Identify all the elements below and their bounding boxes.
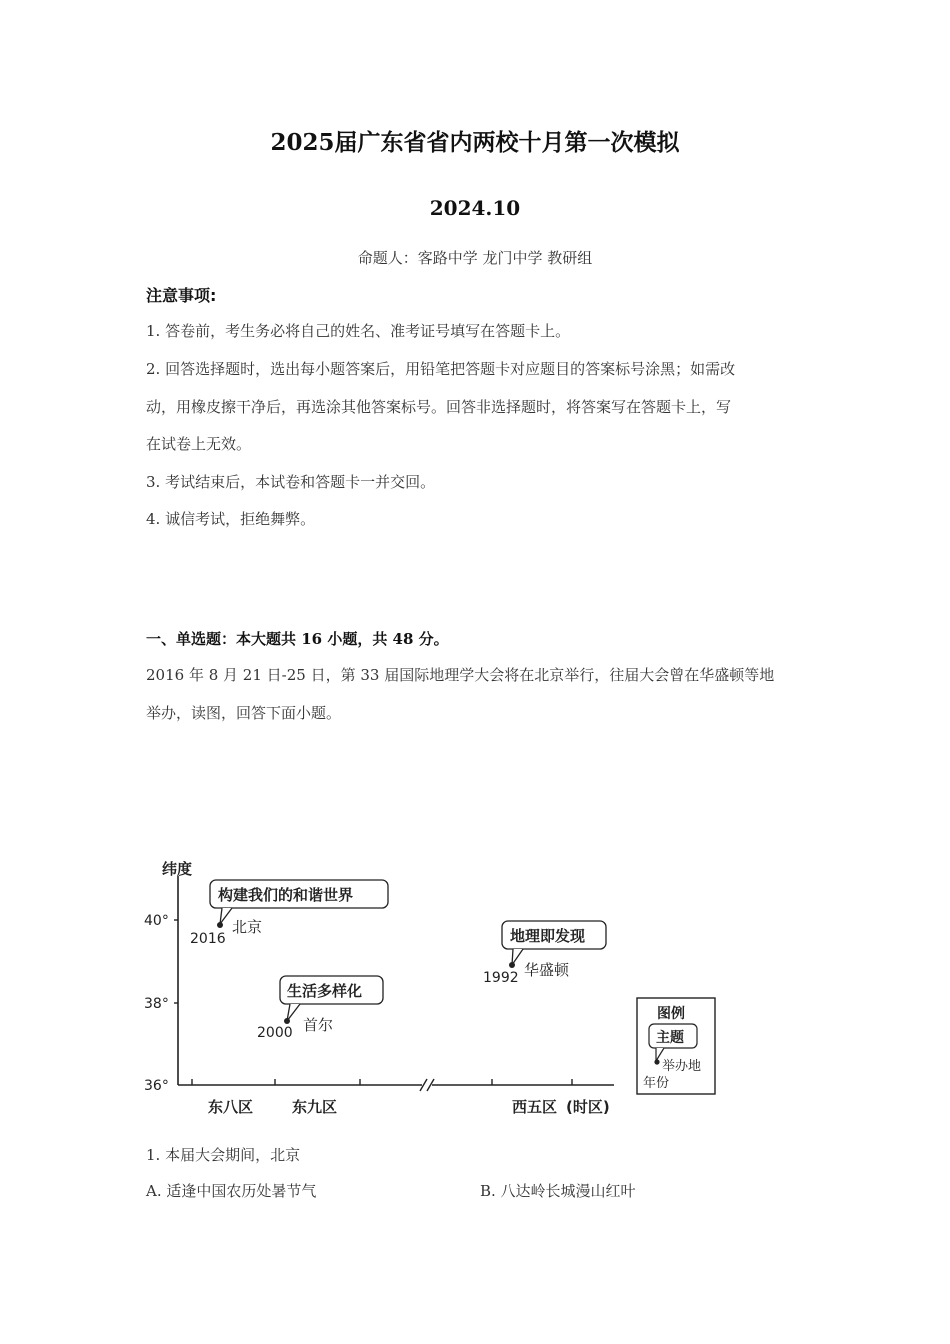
x-category-label: 东九区 [292, 1098, 338, 1116]
theme-label: 生活多样化 [287, 982, 363, 1000]
legend-point [654, 1059, 659, 1064]
notice-title: 注意事项: [146, 286, 217, 305]
notice-item: 在试卷上无效。 [146, 435, 252, 453]
legend-theme: 主题 [656, 1030, 684, 1046]
y-axis-label: 纬度 [162, 860, 193, 878]
data-point-seoul [284, 1018, 290, 1024]
y-tick-label: 38° [144, 996, 169, 1012]
x-category-label: 西五区 [512, 1098, 558, 1116]
section-title: 一、单选题：本大题共 16 小题，共 48 分。 [146, 630, 449, 648]
legend-year: 年份 [643, 1076, 670, 1091]
notice-item: 1. 答卷前，考生务必将自己的姓名、准考证号填写在答题卡上。 [146, 322, 571, 340]
option-b: B. 八达岭长城漫山红叶 [480, 1182, 636, 1200]
point-year: 2016 [190, 931, 226, 947]
point-year: 2000 [257, 1025, 293, 1041]
data-point-beijing [217, 922, 223, 928]
bubble-pointer [220, 908, 232, 924]
theme-label: 地理即发现 [510, 927, 586, 945]
point-city: 首尔 [303, 1016, 334, 1034]
x-axis-label: (时区) [566, 1098, 610, 1116]
data-point-washington [509, 962, 515, 968]
congress-chart [140, 848, 730, 1128]
x-category-label: 东八区 [208, 1098, 254, 1116]
notice-item: 动，用橡皮擦干净后，再选涂其他答案标号。回答非选择题时，将答案写在答题卡上，写 [146, 398, 732, 416]
notice-item: 2. 回答选择题时，选出每小题答案后，用铅笔把答题卡对应题目的答案标号涂黑；如需改 [146, 360, 736, 378]
option-a: A. 适逢中国农历处暑节气 [146, 1182, 317, 1200]
bubble-pointer [287, 1004, 300, 1021]
point-city: 华盛顿 [524, 961, 570, 979]
exam-title: 2025届广东省省内两校十月第一次模拟 [270, 129, 680, 156]
legend-title: 图例 [657, 1006, 685, 1022]
question-stem: 1. 本届大会期间，北京 [146, 1146, 301, 1164]
notice-item: 4. 诚信考试，拒绝舞弊。 [146, 510, 316, 528]
exam-authors: 命题人：客路中学 龙门中学 教研组 [357, 249, 593, 267]
section-intro-line: 举办，读图，回答下面小题。 [146, 704, 342, 722]
y-tick-label: 36° [144, 1078, 169, 1094]
point-city: 北京 [232, 918, 263, 936]
exam-date: 2024.10 [429, 196, 521, 220]
legend-place: 举办地 [662, 1059, 702, 1074]
theme-label: 构建我们的和谐世界 [218, 886, 354, 904]
notice-item: 3. 考试结束后，本试卷和答题卡一并交回。 [146, 473, 436, 491]
point-year: 1992 [483, 970, 519, 986]
section-intro-line: 2016 年 8 月 21 日-25 日，第 33 届国际地理学大会将在北京举行，往届大会曾在华盛顿等地 [146, 666, 775, 684]
y-tick-label: 40° [144, 913, 169, 929]
